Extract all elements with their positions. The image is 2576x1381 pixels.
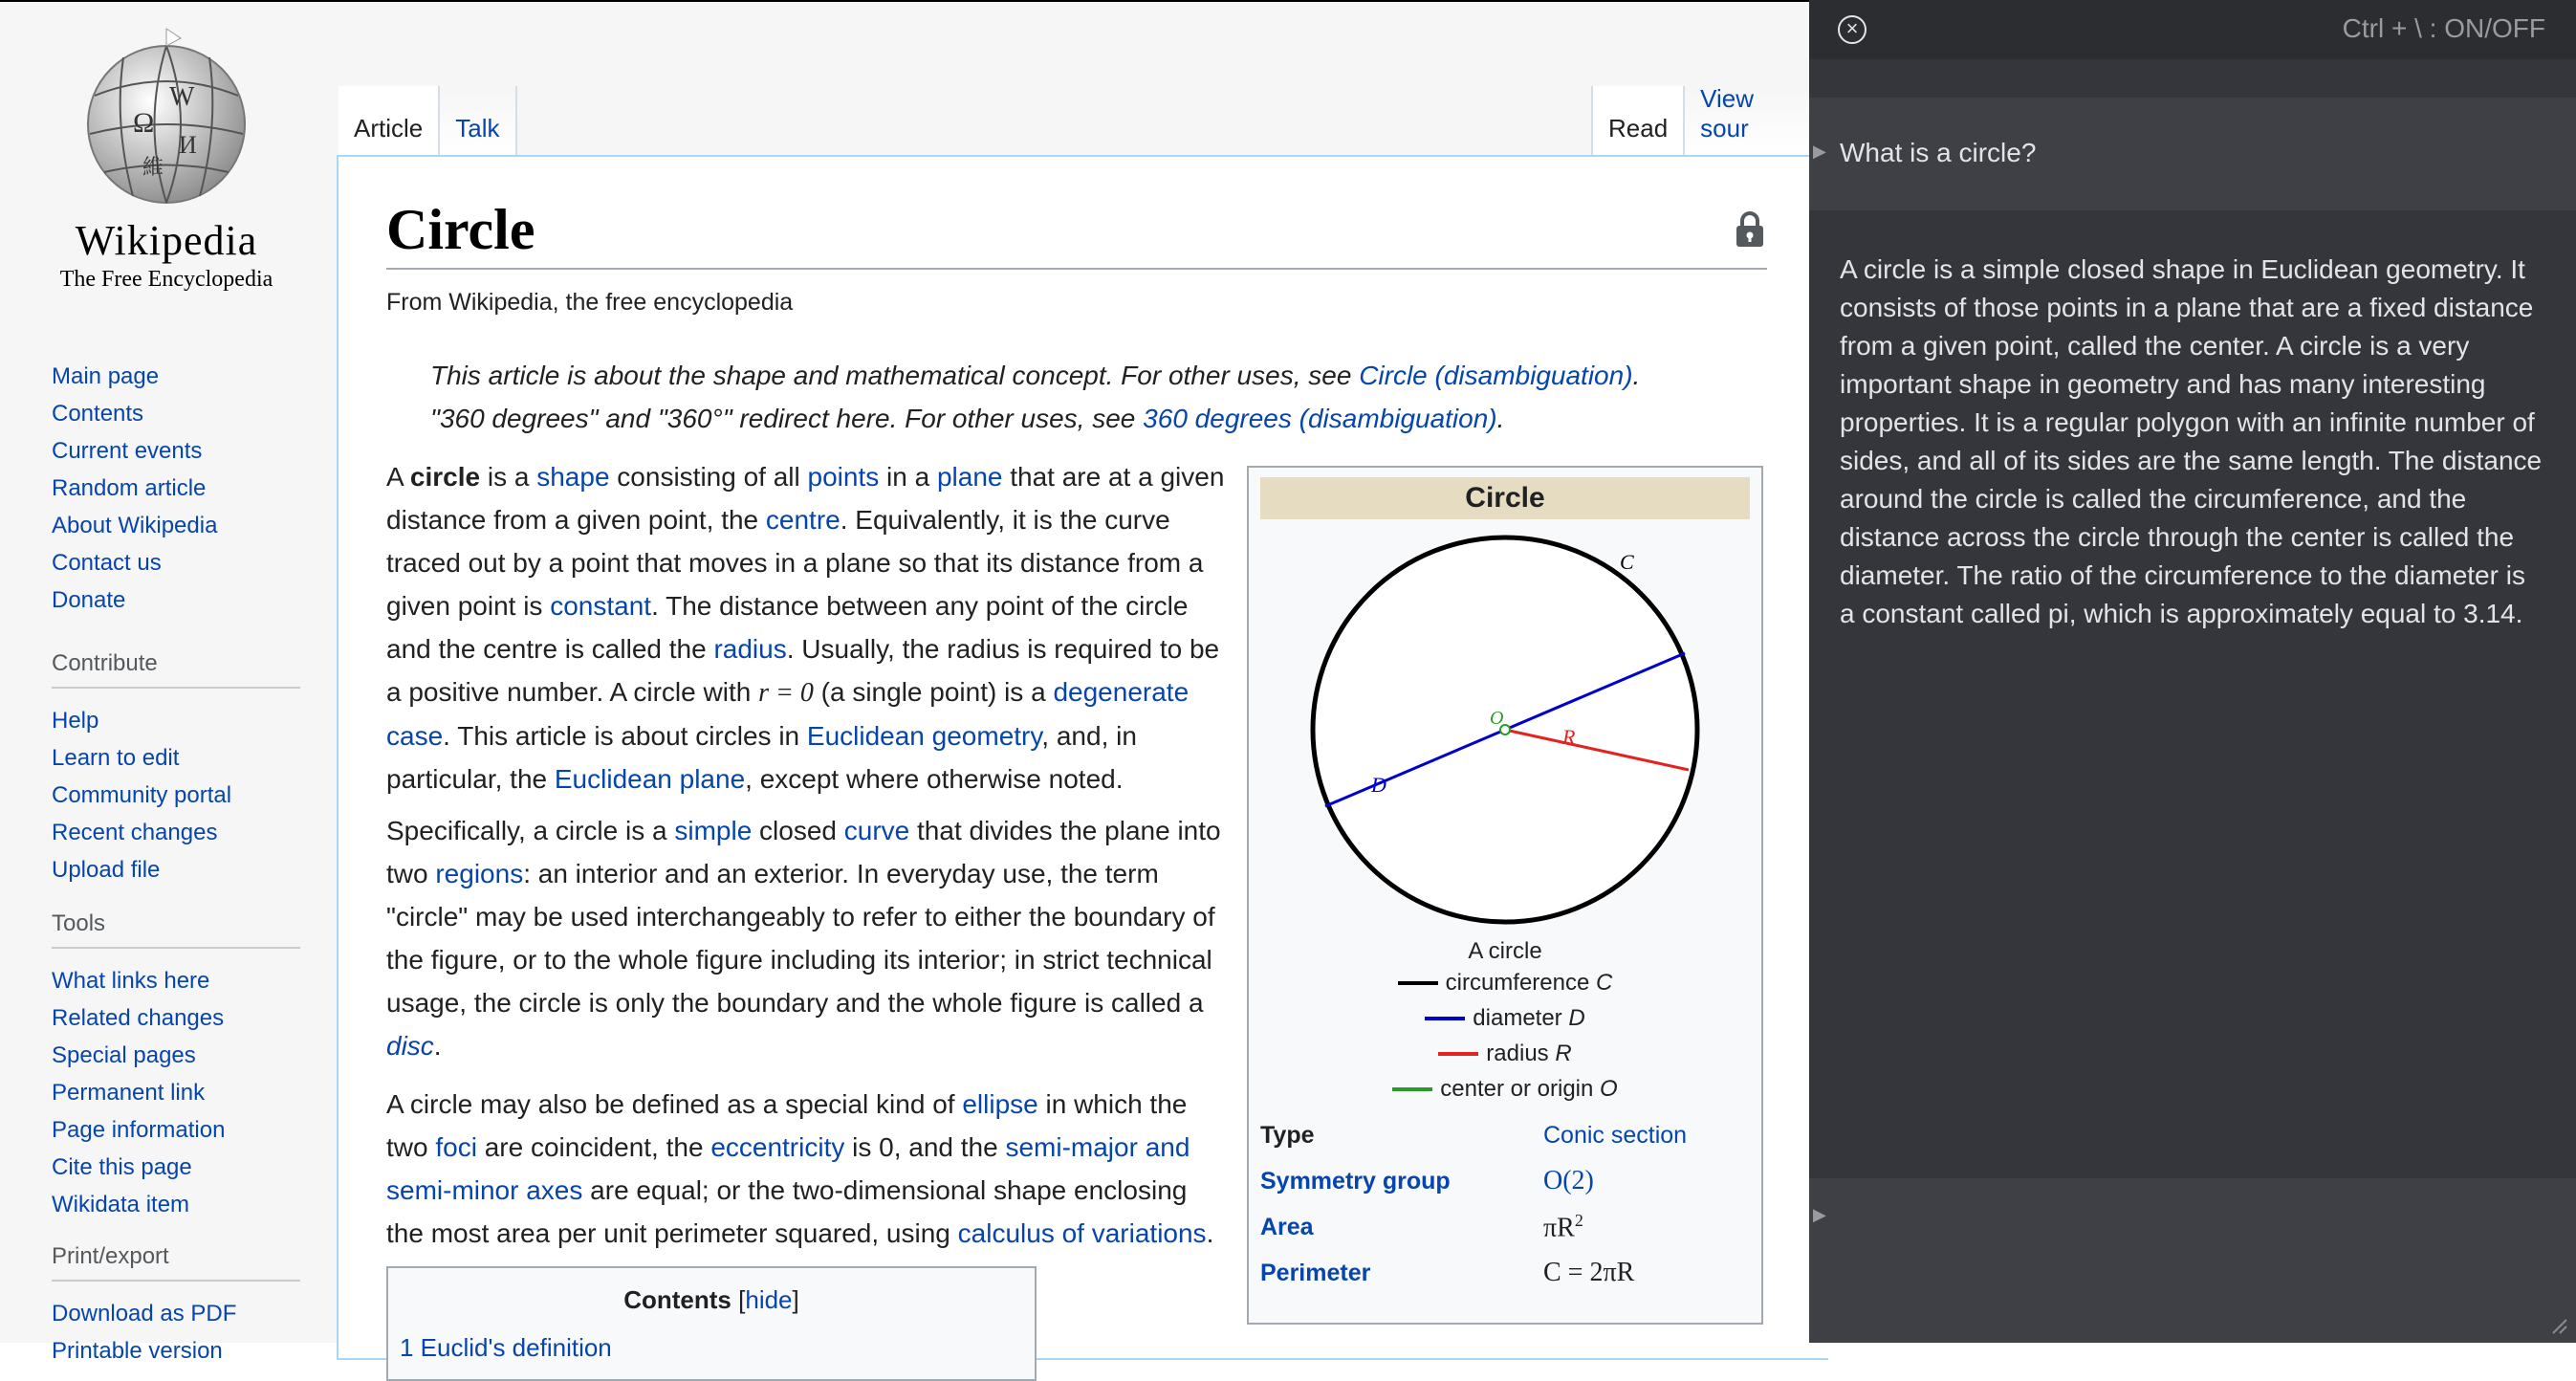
link-eccentricity[interactable]: eccentricity <box>710 1132 845 1162</box>
link-calculus-of-variations[interactable]: calculus of variations <box>957 1218 1207 1248</box>
expand-arrow-icon[interactable]: ▶ <box>1813 1205 1826 1224</box>
link-constant[interactable]: constant <box>550 591 652 621</box>
sidebar-item-page-information[interactable]: Page information <box>52 1117 226 1143</box>
legend-var: C <box>1596 970 1613 996</box>
paragraph-ellipse <box>386 1083 1228 1255</box>
sidebar-tools <box>52 910 310 1223</box>
legend-var: R <box>1555 1041 1572 1066</box>
text: A <box>386 462 410 492</box>
link-plane[interactable]: plane <box>936 462 1003 492</box>
legend-swatch <box>1398 981 1438 985</box>
link-foci[interactable]: foci <box>435 1132 477 1162</box>
link-radius[interactable]: radius <box>713 634 787 664</box>
link-semi-axes[interactable]: semi-major and semi-minor axes <box>386 1132 1190 1205</box>
text: Specifically, a circle is a <box>386 816 675 845</box>
lock-icon[interactable] <box>1735 210 1765 249</box>
namespace-tabs <box>338 86 517 157</box>
text: in which the two <box>386 1089 1188 1162</box>
sidebar-item-contents[interactable]: Contents <box>52 401 144 427</box>
text: is 0, and the <box>844 1132 1006 1162</box>
sidebar-item-random-article[interactable]: Random article <box>52 475 207 501</box>
sidebar-item-current-events[interactable]: Current events <box>52 438 203 464</box>
link-ellipse[interactable]: ellipse <box>962 1089 1038 1119</box>
infobox-key-link[interactable]: Symmetry group <box>1260 1167 1451 1195</box>
hatnote-text: . <box>1496 404 1505 433</box>
text: are equal; or the two-dimensional shape enclosing the most area per unit perimeter squared, using <box>386 1175 1188 1248</box>
sidebar-item-community-portal[interactable]: Community portal <box>52 782 232 808</box>
sidebar-item-main-page[interactable]: Main page <box>52 363 160 389</box>
sidebar-heading-contribute: Contribute <box>52 650 300 689</box>
legend-radius <box>1249 1036 1761 1071</box>
text: that are at a given distance from a given point, the <box>386 462 1225 535</box>
text: . Usually, the radius is required to be a positive number. A circle with <box>386 634 1220 707</box>
logo-tagline: The Free Encyclopedia <box>59 267 273 292</box>
infobox-value-link[interactable]: Conic section <box>1543 1121 1688 1149</box>
legend-label: circumference <box>1445 970 1590 996</box>
legend-swatch <box>1392 1087 1432 1091</box>
link-centre[interactable]: centre <box>765 505 840 535</box>
wikipedia-logo[interactable] <box>42 29 291 316</box>
sidebar-item-wikidata-item[interactable]: Wikidata item <box>52 1192 190 1217</box>
infobox-row-area <box>1249 1204 1761 1250</box>
sidebar-item-related-changes[interactable]: Related changes <box>52 1005 225 1031</box>
text: . <box>433 1031 442 1061</box>
tab-view-source[interactable]: View sour <box>1683 86 1809 157</box>
text: (a single point) is a <box>813 677 1054 707</box>
infobox-key-link[interactable]: Perimeter <box>1260 1259 1371 1286</box>
link-shape[interactable]: shape <box>536 462 610 492</box>
text: in a <box>879 462 937 492</box>
text: , except where otherwise noted. <box>745 764 1124 794</box>
link-disc[interactable]: disc <box>386 1031 434 1061</box>
legend-swatch <box>1438 1052 1478 1056</box>
infobox-value: C = 2πR <box>1543 1258 1635 1287</box>
hatnote-text: . <box>1632 361 1641 390</box>
text: . This article is about circles in <box>443 721 807 751</box>
infobox-value <box>1543 1211 1583 1243</box>
legend-label: center or origin <box>1440 1076 1594 1102</box>
link-regions[interactable]: regions <box>435 859 524 888</box>
prompt-input[interactable] <box>1809 1178 2576 1343</box>
answer-text: A circle is a simple closed shape in Euclidean geometry. It consists of those points in a plane that are a fixed distance from a given point, called the center. A circle is a very important shape in geometry and has many interesting properties. It is a regular polygon with an infinite number of sides, and all of its sides are the same length. The distance around the circle is called the circumference, and the distance across the circle through the center is called the diameter. The ratio of the circumference to the diameter is a constant called pi, which is approximately equal to 3.14. <box>1840 254 2543 628</box>
text: consisting of all <box>609 462 808 492</box>
text: A circle may also be defined as a special kind of <box>386 1089 963 1119</box>
table-of-contents <box>386 1266 1037 1381</box>
math-expression: r = 0 <box>758 678 814 708</box>
svg-text:И: И <box>179 131 197 159</box>
sidebar-print-export <box>52 1243 310 1370</box>
article-content <box>337 155 1828 1360</box>
sidebar-item-download-pdf[interactable]: Download as PDF <box>52 1301 237 1326</box>
link-simple[interactable]: simple <box>674 816 753 845</box>
text: . The distance between any point of the circle and the centre is called the <box>386 591 1189 664</box>
sidebar-heading-print: Print/export <box>52 1243 300 1282</box>
legend-var: O <box>1600 1076 1618 1102</box>
bold-term: circle <box>409 462 481 492</box>
infobox <box>1247 466 1763 1325</box>
svg-text:W: W <box>169 82 195 112</box>
shortcut-hint: Ctrl + \ : ON/OFF <box>2342 13 2545 43</box>
legend-swatch <box>1425 1017 1465 1020</box>
label-o: O <box>1490 708 1504 729</box>
sidebar-item-learn-to-edit[interactable]: Learn to edit <box>52 745 180 771</box>
link-degenerate-case[interactable]: degenerate case <box>386 677 1190 751</box>
sidebar-item-upload-file[interactable]: Upload file <box>52 857 161 883</box>
hatnote-text: "360 degrees" and "360°" redirect here. For other uses, see <box>430 404 1144 433</box>
hatnote-text: This article is about the shape and mathematical concept. For other uses, see <box>430 361 1360 390</box>
sidebar-item-contact[interactable]: Contact us <box>52 550 162 576</box>
text: is a <box>480 462 537 492</box>
assistant-panel <box>1809 0 2576 1343</box>
label-r: R <box>1562 725 1576 749</box>
infobox-key-link[interactable]: Area <box>1260 1213 1314 1240</box>
sidebar-item-about[interactable]: About Wikipedia <box>52 513 218 538</box>
link-points[interactable]: points <box>807 462 880 492</box>
title-divider <box>386 268 1767 270</box>
view-tabs <box>1591 86 1809 157</box>
toc-item[interactable]: 1 Euclid's definition <box>400 1333 612 1362</box>
link-euclidean-plane[interactable]: Euclidean plane <box>554 764 746 794</box>
infobox-key: Type <box>1260 1121 1315 1149</box>
text: : an interior and an exterior. In everyday use, the term "circle" may be used interchangeably to refer to either the boundary of the figure, or to the whole figure including its interior; in strict technical usage, the circle is only the boundary and the whole figure is called a <box>386 859 1215 1018</box>
sidebar-item-printable-version[interactable]: Printable version <box>52 1338 223 1364</box>
infobox-title: Circle <box>1260 477 1750 519</box>
panel-header <box>1809 0 2576 59</box>
infobox-row-symmetry <box>1249 1158 1761 1204</box>
legend-label: diameter <box>1473 1005 1562 1031</box>
infobox-row-type <box>1249 1112 1761 1158</box>
legend-circumference <box>1249 965 1761 1000</box>
label-d: D <box>1371 773 1386 797</box>
sidebar-item-cite-this-page[interactable]: Cite this page <box>52 1154 192 1180</box>
close-icon[interactable]: × <box>1838 15 1867 44</box>
legend-var: D <box>1568 1005 1585 1031</box>
text: that divides the plane into two <box>386 816 1221 888</box>
label-c: C <box>1620 550 1634 574</box>
legend-center <box>1249 1071 1761 1107</box>
text: . <box>1206 1218 1214 1248</box>
hatnote <box>430 354 1769 440</box>
infobox-row-perimeter <box>1249 1250 1761 1296</box>
link-euclidean-geometry[interactable]: Euclidean geometry <box>806 721 1042 751</box>
paragraph-specifically <box>386 809 1228 1067</box>
site-subtitle: From Wikipedia, the free encyclopedia <box>386 289 794 316</box>
resize-grip-icon[interactable] <box>2549 1316 2568 1335</box>
svg-text:Ω: Ω <box>133 107 155 139</box>
circle-diagram[interactable] <box>1304 529 1706 931</box>
legend-label: radius <box>1486 1041 1549 1066</box>
page-title: Circle <box>386 198 535 261</box>
sidebar-item-permanent-link[interactable]: Permanent link <box>52 1080 206 1106</box>
logo-wordmark: Wikipedia <box>75 217 258 264</box>
sidebar-navigation <box>52 358 310 619</box>
globe-icon <box>66 29 267 210</box>
sidebar-item-special-pages[interactable]: Special pages <box>52 1042 196 1068</box>
hatnote-link-circle-disambiguation[interactable]: Circle (disambiguation) <box>1359 361 1633 390</box>
sidebar-item-recent-changes[interactable]: Recent changes <box>52 820 218 845</box>
sidebar-contribute <box>52 650 310 888</box>
infobox-caption: A circle <box>1468 938 1542 964</box>
link-curve[interactable]: curve <box>843 816 910 845</box>
expand-arrow-icon[interactable]: ▶ <box>1813 142 1826 161</box>
tab-talk[interactable]: Talk <box>440 86 516 157</box>
text: closed <box>752 816 844 845</box>
hatnote-link-360-degrees[interactable]: 360 degrees (disambiguation) <box>1143 404 1497 433</box>
question-block[interactable] <box>1809 98 2576 210</box>
toc-title: Contents <box>623 1285 731 1314</box>
sidebar-item-what-links-here[interactable]: What links here <box>52 968 210 994</box>
text: . Equivalently, it is the curve traced out by a point that moves in a plane so that its distance from a given point is <box>386 505 1204 621</box>
svg-text:維: 維 <box>142 155 164 179</box>
tab-read[interactable]: Read <box>1591 86 1683 157</box>
area-exponent: 2 <box>1574 1210 1583 1230</box>
sidebar-heading-tools: Tools <box>52 910 300 949</box>
text: are coincident, the <box>476 1132 711 1162</box>
sidebar-item-donate[interactable]: Donate <box>52 587 126 613</box>
infobox-value-link[interactable]: O(2) <box>1543 1166 1594 1195</box>
text: , and, in particular, the <box>386 721 1137 794</box>
question-text: What is a circle? <box>1840 138 2037 167</box>
area-formula: πR <box>1543 1213 1575 1243</box>
tab-article[interactable]: Article <box>338 86 440 157</box>
paragraph-intro <box>386 455 1228 800</box>
toc-hide-link[interactable]: hide <box>745 1285 793 1314</box>
legend-diameter <box>1249 1000 1761 1036</box>
toc-header: Contents [hide] <box>623 1285 799 1314</box>
sidebar-item-help[interactable]: Help <box>52 708 99 734</box>
